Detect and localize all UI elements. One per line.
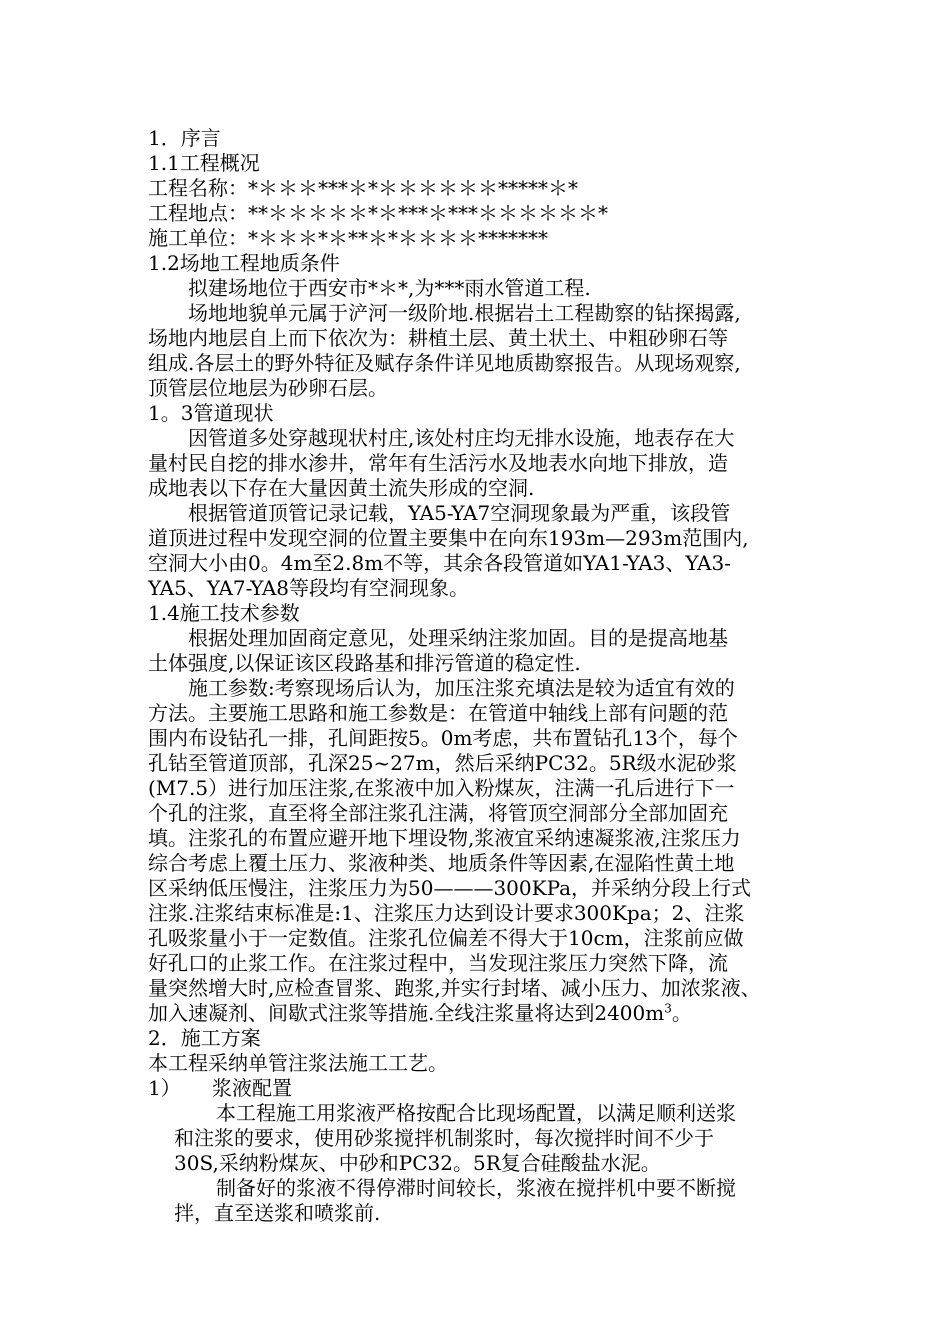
paragraph-line: 和注浆的要求，使用砂浆搅拌机制浆时，每次搅拌时间不少于 xyxy=(174,1126,714,1150)
paragraph-line: 根据管道顶管记录记载，YA5-YA7空洞现象最为严重，该段管 xyxy=(188,501,731,525)
paragraph-line: 组成.各层土的野外特征及赋存条件详见地质勘察报告。从现场观察, xyxy=(148,351,741,375)
paragraph-line: (M7.5）进行加压注浆,在浆液中加入粉煤灰，注满一孔后进行下一 xyxy=(148,776,735,800)
project-name: 工程名称：*＊＊＊***＊*＊＊＊＊＊＊*****＊* xyxy=(148,176,578,200)
list-number: 1） xyxy=(148,1076,181,1100)
paragraph-line: 空洞大小由0。4m至2.8m不等，其余各段管道如YA1-YA3、YA3- xyxy=(148,551,731,575)
subsection-heading: 1。3管道现状 xyxy=(148,401,274,425)
paragraph-line: 区采纳低压慢注，注浆压力为50———300KPa，并采纳分段上行式 xyxy=(148,876,752,900)
paragraph-line: 本工程采纳单管注浆法施工工艺。 xyxy=(148,1051,448,1075)
sentence-end: 。 xyxy=(671,1001,692,1025)
paragraph-line: 场地地貌单元属于浐河一级阶地.根据岩土工程勘察的钻探揭露, xyxy=(188,301,741,325)
paragraph-line: 道顶进过程中发现空洞的位置主要集中在向东193m—293m范围内, xyxy=(148,526,749,550)
paragraph-line: 拌，直至送浆和喷浆前. xyxy=(174,1201,381,1225)
paragraph-line: 本工程施工用浆液严格按配合比现场配置，以满足顺利送浆 xyxy=(216,1101,736,1125)
paragraph-line: 30S,采纳粉煤灰、中砂和PC32。5R复合硅酸盐水泥。 xyxy=(174,1151,661,1175)
paragraph-line: 填。注浆孔的布置应避开地下埋设物,浆液宜采纳速凝浆液,注浆压力 xyxy=(148,826,741,850)
paragraph-line: 好孔口的止浆工作。在注浆过程中，当发现注浆压力突然下降，流 xyxy=(148,951,728,975)
paragraph-line: 孔钻至管道顶部，孔深25~27m，然后采纳PC32。5R级水泥砂浆 xyxy=(148,751,737,775)
total-grouting-text: 加入速凝剂、间歇式注浆等措施.全线注浆量将达到2400m xyxy=(148,1001,665,1025)
paragraph-line: YA5、YA7-YA8等段均有空洞现象。 xyxy=(148,576,470,600)
paragraph-line: 场地内地层自上而下依次为：耕植土层、黄土状土、中粗砂卵石等 xyxy=(148,326,728,350)
paragraph-line: 综合考虑上覆土压力、浆液种类、地质条件等因素,在湿陷性黄土地 xyxy=(148,851,735,875)
subsection-heading: 1.1工程概况 xyxy=(148,151,260,175)
paragraph-line: 围内布设钻孔一排，孔间距按5。0m考虑，共布置钻孔13个，每个 xyxy=(148,726,738,750)
paragraph-line: 孔吸浆量小于一定数值。注浆孔位偏差不得大于10cm，注浆前应做 xyxy=(148,926,744,950)
project-location: 工程地点：**＊＊＊＊＊*＊***＊***＊＊＊＊＊＊* xyxy=(148,201,608,225)
subsection-heading: 1.4施工技术参数 xyxy=(148,601,300,625)
paragraph-line: 制备好的浆液不得停滞时间较长，浆液在搅拌机中要不断搅 xyxy=(216,1176,736,1200)
section-heading: 2．施工方案 xyxy=(148,1026,261,1050)
paragraph-line: 土体强度,以保证该区段路基和排污管道的稳定性. xyxy=(148,651,581,675)
paragraph-line: 量突然增大时,应检查冒浆、跑浆,并实行封堵、减小压力、加浓浆液、 xyxy=(148,976,761,1000)
paragraph-line: 成地表以下存在大量因黄土流失形成的空洞. xyxy=(148,476,535,500)
paragraph-line: 顶管层位地层为砂卵石层。 xyxy=(148,376,388,400)
section-heading: 1．序言 xyxy=(148,126,221,150)
paragraph-line: 根据处理加固商定意见，处理采纳注浆加固。目的是提高地基 xyxy=(188,626,728,650)
list-item-heading: 浆液配置 xyxy=(212,1076,292,1100)
paragraph-line: 拟建场地位于西安市*＊*,为***雨水管道工程. xyxy=(188,276,591,300)
paragraph-line: 施工参数:考察现场后认为，加压注浆充填法是较为适宜有效的 xyxy=(188,676,735,700)
paragraph-line-with-superscript xyxy=(148,1001,692,1026)
paragraph-line: 因管道多处穿越现状村庄,该处村庄均无排水设施，地表存在大 xyxy=(188,426,735,450)
construction-unit: 施工单位：*＊＊＊*＊**＊*＊＊＊＊******* xyxy=(148,226,548,250)
paragraph-line: 方法。主要施工思路和施工参数是：在管道中轴线上部有问题的范 xyxy=(148,701,728,725)
subsection-heading: 1.2场地工程地质条件 xyxy=(148,251,340,275)
paragraph-line: 量村民自挖的排水渗井，常年有生活污水及地表水向地下排放，造 xyxy=(148,451,728,475)
paragraph-line: 个孔的注浆，直至将全部注浆孔注满，将管顶空洞部分全部加固充 xyxy=(148,801,728,825)
superscript-3: 3 xyxy=(664,1001,672,1016)
paragraph-line: 注浆.注浆结束标准是:1、注浆压力达到设计要求300Kpa；2、注浆 xyxy=(148,901,745,925)
